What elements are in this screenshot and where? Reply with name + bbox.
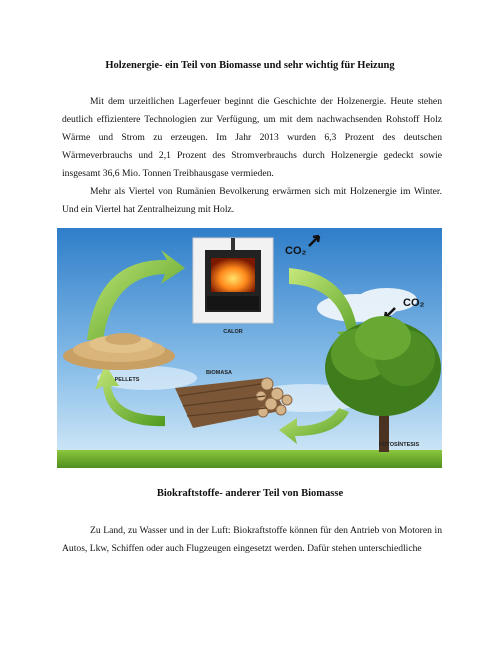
grass-ground: [57, 450, 442, 468]
pellets-label: PELLETS: [114, 377, 140, 383]
heading-wood-energy: Holzenergie- ein Teil von Biomasse und sehr wichtig für Heizung: [105, 60, 395, 71]
co2-absorption-label: CO₂: [403, 297, 425, 309]
paragraph-biofuels: Zu Land, zu Wasser und in der Luft: Biokraftstoffe können für den Antrieb von Motoren in Autos, Lkw, Schiffen oder auch Flugzeugen eingesetzt werden. Dafür stehen unterschiedliche: [62, 525, 442, 554]
biomass-cycle-svg: [57, 228, 442, 468]
paragraph-romania-heating: Mehr als Viertel von Rumänien Bevolkerung erwärmen sich mit Holzenergie im Winter. Und ein Viertel hat Zentralheizung mit Holz.: [62, 186, 442, 215]
stove-icon: [193, 238, 273, 323]
co2-emission-label: CO₂: [285, 245, 307, 257]
heading-biofuels: Biokraftstoffe- anderer Teil von Biomasse: [156, 488, 344, 499]
photosynthesis-label: FOTOSÍNTESIS: [378, 442, 420, 448]
paragraph-wood-energy-history: Mit dem urzeitlichen Lagerfeuer beginnt die Geschichte der Holzenergie. Heute stehen deutlich effizientere Technologien zur Verfügung, um mit dem nachwachsenden Rohstoff Holz Wärme und Strom zu erzeugen. Im Jahr 2013 wurden 6,3 Prozent des deutschen Wärmeverbrauchs und 2,1 Prozent des Stromverbrauchs durch Holzenergie gedeckt sowie insgesamt 36,6 Mio. Tonnen Treibhausgase vermieden.: [62, 96, 442, 179]
biomass-label: BIOMASA: [206, 370, 232, 376]
biomass-cycle-illustration: [57, 228, 442, 468]
stove-label: CALOR: [223, 329, 243, 335]
